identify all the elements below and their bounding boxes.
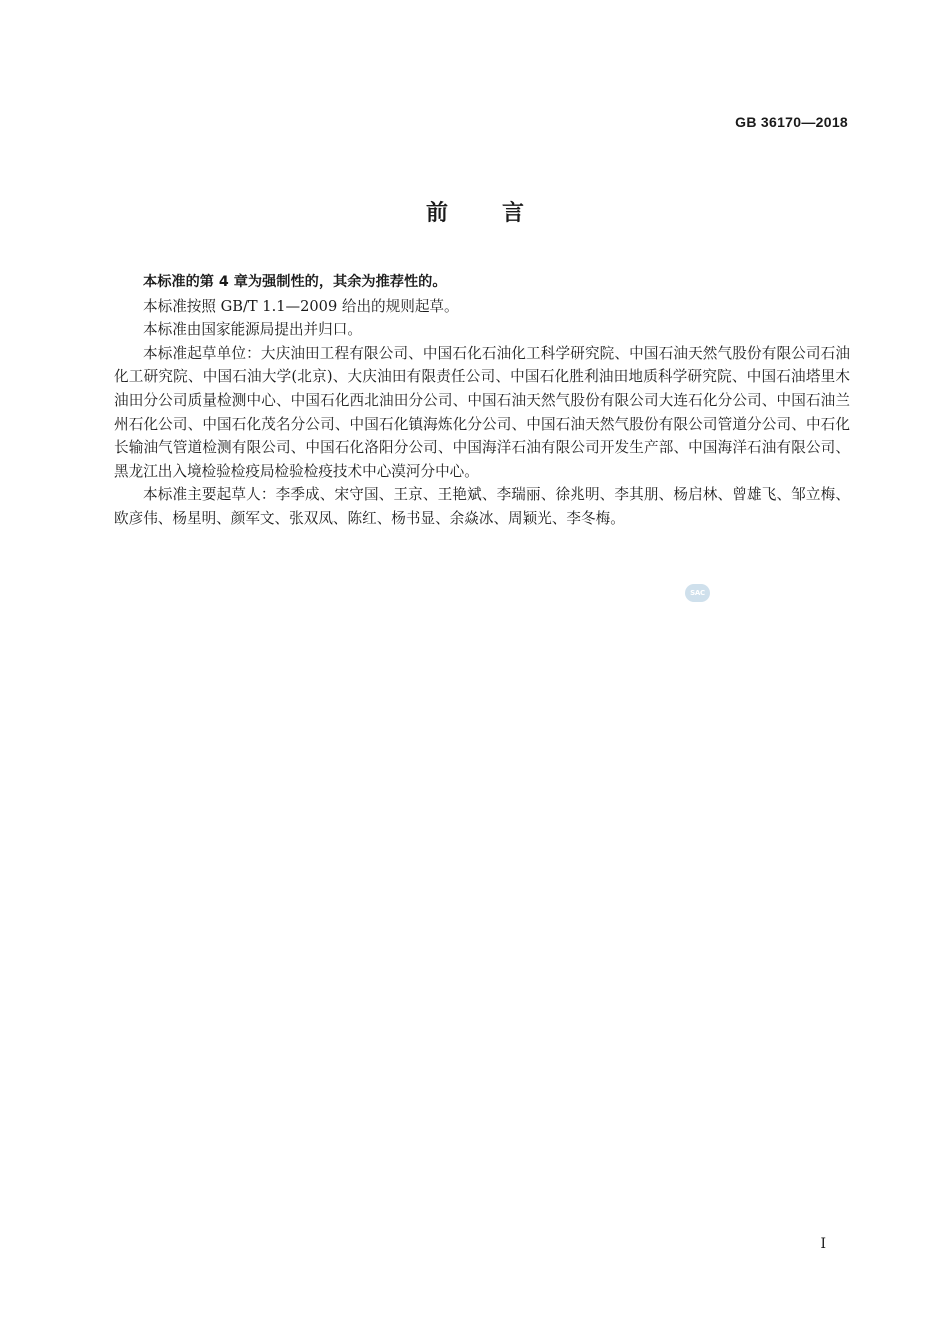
sac-watermark-logo: SAC	[685, 584, 710, 602]
drafting-rules-statement: 本标准按照 GB/T 1.1—2009 给出的规则起草。	[143, 297, 459, 315]
proposer-statement: 本标准由国家能源局提出并归口。	[143, 321, 362, 339]
main-drafters-paragraph: 本标准主要起草人：李季成、宋守国、王京、王艳斌、李瑞丽、徐兆明、李其朋、杨启林、曾雄飞、邹立梅、欧彦伟、杨星明、颜军文、张双凤、陈红、杨书显、余焱冰、周颖光、李冬梅。	[114, 486, 850, 527]
drafting-units-paragraph: 本标准起草单位：大庆油田工程有限公司、中国石化石油化工科学研究院、中国石油天然气股份有限公司石油化工研究院、中国石油大学(北京)、大庆油田有限责任公司、中国石化胜利油田地质科学研究院、中国石油塔里木油田分公司质量检测中心、中国石化西北油田分公司、中国石油天然气股份有限公司大连石化分公司、中国石油兰州石化公司、中国石化茂名分公司、中国石化镇海炼化分公司、中国石油天然气股份有限公司管道分公司、中石化长输油气管道检测有限公司、中国石化洛阳分公司、中国海洋石油有限公司开发生产部、中国海洋石油有限公司、黑龙江出入境检验检疫局检验检疫技术中心漠河分中心。	[114, 344, 850, 480]
page-number: I	[820, 1236, 826, 1252]
standard-code: GB 36170—2018	[735, 114, 848, 130]
page-title: 前言	[425, 201, 578, 226]
mandatory-chapter-statement: 本标准的第 4 章为强制性的，其余为推荐性的。	[143, 274, 447, 290]
foreword-body	[114, 271, 850, 531]
